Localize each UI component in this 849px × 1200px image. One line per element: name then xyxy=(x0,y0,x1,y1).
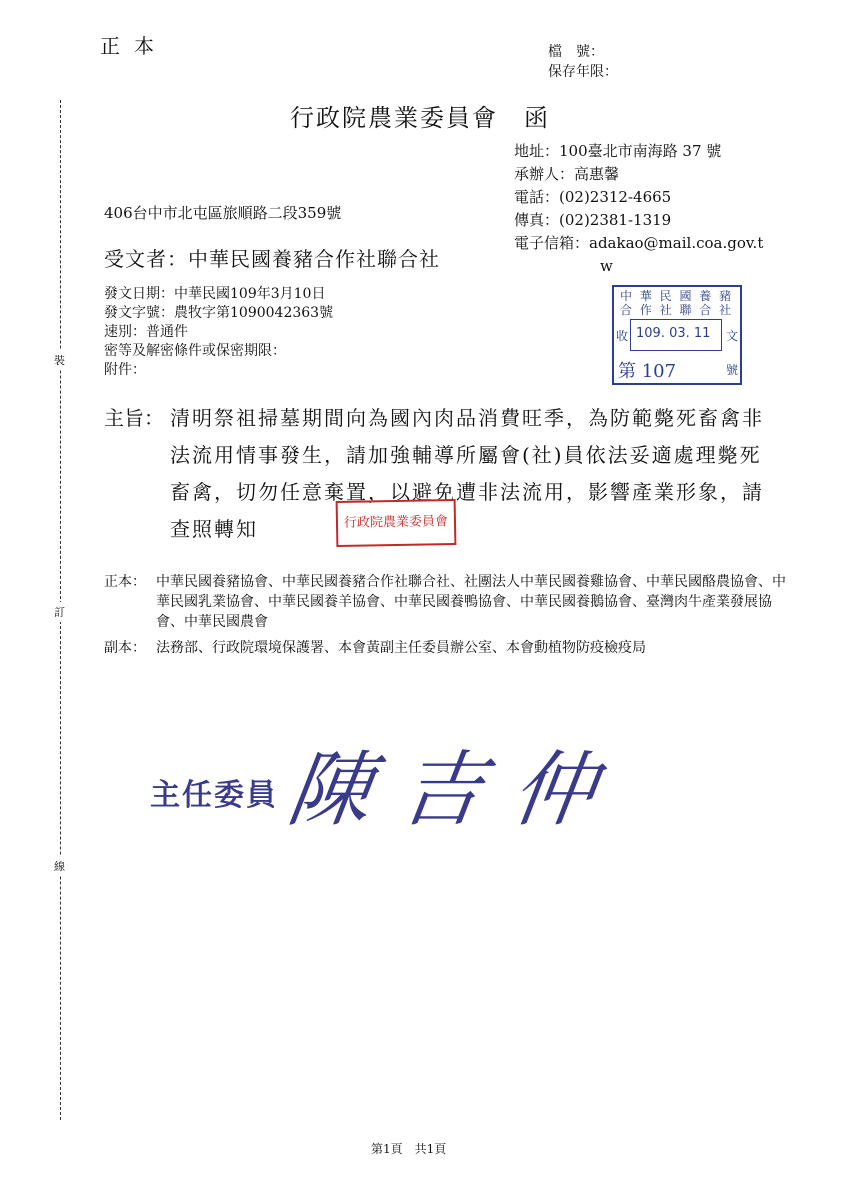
contact-address: 地址：100臺北市南海路 37 號 xyxy=(514,142,722,160)
speed-class: 速別：普通件 xyxy=(104,324,188,340)
retention-label: 保存年限： xyxy=(548,64,618,80)
receipt-stamp-org xyxy=(620,289,733,317)
contact-email-cont: w xyxy=(600,257,613,275)
document-meta xyxy=(104,285,333,380)
receipt-stamp-date: 109. 03. 11 xyxy=(636,326,711,341)
attachment: 附件： xyxy=(104,362,146,378)
binding-mark-1: 裝 xyxy=(54,350,65,370)
binding-mark-3: 線 xyxy=(54,856,65,876)
official-seal: 行政院農業委員會 xyxy=(336,499,457,547)
contact-block xyxy=(514,140,763,278)
contact-fax: 傳真：(02)2381-1319 xyxy=(514,211,672,229)
receipt-stamp-left-char: 收 xyxy=(616,329,629,343)
distribution-cc xyxy=(104,638,794,658)
contact-handler: 承辦人：高惠馨 xyxy=(514,165,620,183)
receipt-stamp xyxy=(612,285,742,385)
distribution-main xyxy=(104,572,794,632)
file-number-label: 檔 號： xyxy=(548,44,604,60)
document-title: 行政院農業委員會 函 xyxy=(290,104,550,132)
receipt-stamp-org-line2: 合 作 社 聯 合 社 xyxy=(620,303,734,317)
receipt-stamp-number-suffix: 號 xyxy=(725,363,738,377)
issue-date: 發文日期：中華民國109年3月10日 xyxy=(104,286,326,302)
copy-mark: 正本 xyxy=(100,34,168,58)
page-footer: 第1頁 共1頁 xyxy=(371,1142,447,1156)
document-number: 發文字號：農牧字第1090042363號 xyxy=(104,305,334,321)
receipt-stamp-org-line1: 中 華 民 國 養 豬 xyxy=(620,289,734,303)
distribution-cc-label: 副本： xyxy=(104,640,146,656)
recipient: 受文者：中華民國養豬合作社聯合社 xyxy=(104,247,440,271)
recipient-address: 406台中市北屯區旅順路二段359號 xyxy=(104,204,342,222)
distribution-main-text: 中華民國養豬協會、中華民國養豬合作社聯合社、社團法人中華民國養雞協會、中華民國酪農協會、中華民國乳業協會、中華民國養羊協會、中華民國養鴨協會、中華民國養鵝協會、臺灣肉牛產業發展協會、中華民國農會 xyxy=(156,574,786,630)
subject-label: 主旨： xyxy=(104,406,164,430)
distribution-main-label: 正本： xyxy=(104,574,146,590)
binding-mark-2: 訂 xyxy=(54,602,65,622)
contact-phone: 電話：(02)2312-4665 xyxy=(514,188,672,206)
contact-email: 電子信箱：adakao@mail.coa.gov.t xyxy=(514,234,764,252)
receipt-stamp-number: 第 107 xyxy=(618,361,677,382)
subject-text: 清明祭祖掃墓期間向為國內肉品消費旺季，為防範斃死畜禽非法流用情事發生，請加強輔導所屬會(社)員依法妥適處理斃死畜禽，切勿任意棄置，以避免遭非法流用，影響產業形象，請查照轉知 xyxy=(170,406,764,541)
distribution-cc-text: 法務部、行政院環境保護署、本會黃副主任委員辦公室、本會動植物防疫檢疫局 xyxy=(156,640,646,656)
receipt-stamp-right-char: 文 xyxy=(725,329,738,343)
handwritten-signature: 陳吉仲 xyxy=(282,743,632,838)
file-meta xyxy=(548,42,618,82)
secrecy-level: 密等及解密條件或保密期限： xyxy=(104,343,286,359)
signatory-title: 主任委員 xyxy=(150,778,278,813)
